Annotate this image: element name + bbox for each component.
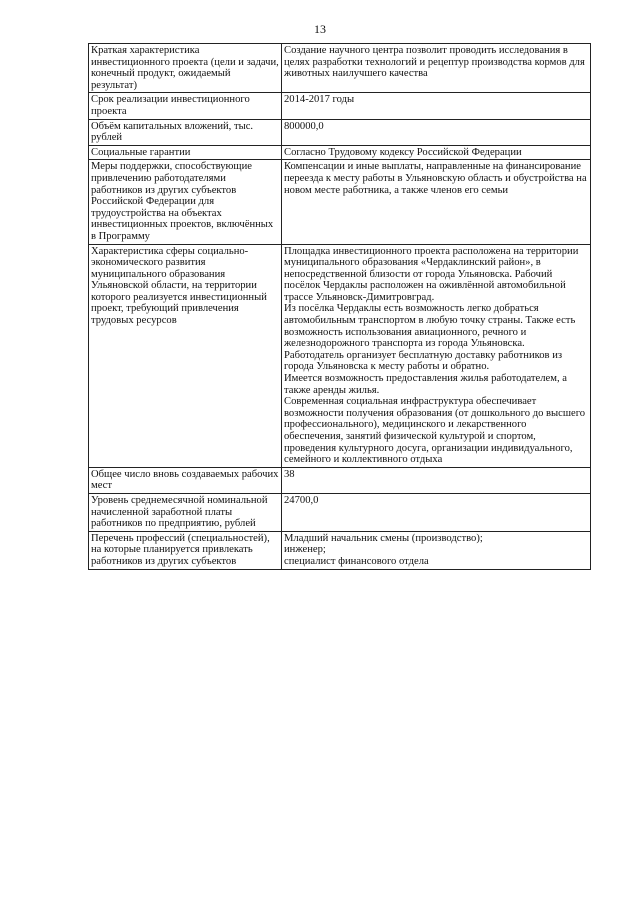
row-label: Меры поддержки, способствующие привлечению работодателями работников из других субъектов Российской Федерации для трудоустройства на объектах инвестиционных проектов, включённых в Программу xyxy=(89,160,282,244)
value-paragraph: Компенсации и иные выплаты, направленные на финансирование переезда к месту работы в Ульяновскую область и обустройства на новом месте работника, а также членов его семьи xyxy=(284,161,587,196)
table-row xyxy=(89,44,591,93)
value-paragraph: Создание научного центра позволит проводить исследования в целях разработки технологий и рецептур производства кормов для животных наилучшего качества xyxy=(284,45,585,80)
row-label: Срок реализации инвестиционного проекта xyxy=(89,93,282,119)
value-paragraph: 24700,0 xyxy=(284,494,319,506)
row-label: Перечень профессий (специальностей), на которые планируется привлекать работников из других субъектов xyxy=(89,531,282,569)
row-value xyxy=(282,244,591,467)
value-paragraph: Имеется возможность предоставления жилья работодателем, а также аренды жилья. xyxy=(284,373,567,396)
table-row xyxy=(89,493,591,531)
table-row xyxy=(89,467,591,493)
value-paragraph: специалист финансового отдела xyxy=(284,555,429,567)
row-value xyxy=(282,160,591,244)
row-value xyxy=(282,93,591,119)
table-row xyxy=(89,119,591,145)
row-value xyxy=(282,467,591,493)
table-row xyxy=(89,160,591,244)
page-number: 13 xyxy=(314,22,326,36)
row-label: Общее число вновь создаваемых рабочих мест xyxy=(89,467,282,493)
row-value xyxy=(282,44,591,93)
value-paragraph: Согласно Трудовому кодексу Российской Федерации xyxy=(284,146,522,158)
row-label: Объём капитальных вложений, тыс. рублей xyxy=(89,119,282,145)
value-paragraph: Площадка инвестиционного проекта расположена на территории муниципального образования «Чердаклинский район», в непосредственной близости от города Ульяновска. Рабочий посёлок Чердаклы расположен на оживлённой автомобильной трассе Ульяновск-Димитровград. xyxy=(284,245,579,303)
table-row xyxy=(89,93,591,119)
value-paragraph: 38 xyxy=(284,468,295,480)
value-paragraph: Младший начальник смены (производство); xyxy=(284,532,483,544)
value-paragraph: Работодатель организует бесплатную доставку работников из города Ульяновска к месту работы и обратно. xyxy=(284,349,563,373)
table-row xyxy=(89,145,591,160)
row-label: Уровень среднемесячной номинальной начисленной заработной платы работников по предприятию, рублей xyxy=(89,493,282,531)
value-paragraph: 800000,0 xyxy=(284,120,324,132)
value-paragraph: инженер; xyxy=(284,544,326,556)
row-value xyxy=(282,145,591,160)
value-paragraph: 2014-2017 годы xyxy=(284,94,355,106)
row-value xyxy=(282,119,591,145)
row-label: Краткая характеристика инвестиционного проекта (цели и задачи, конечный продукт, ожидаемый результат) xyxy=(89,44,282,93)
project-info-table xyxy=(88,43,591,570)
value-paragraph: Современная социальная инфраструктура обеспечивает возможности получения образования (от дошкольного до высшего профессионального), медицинского и лекарственного обеспечения, занятий физической культурой и спортом, проведения культурного досуга, организации индивидуального, семейного и коллективного отдыха xyxy=(284,396,586,466)
table-row xyxy=(89,531,591,569)
row-value xyxy=(282,531,591,569)
value-paragraph: Из посёлка Чердаклы есть возможность легко добраться автомобильным транспортом в любую точку страны. Также есть возможность использования авиационного, речного и железнодорожного транспорта из города Ульяновска. xyxy=(284,303,576,350)
row-label: Характеристика сферы социально-экономического развития муниципального образования Ульяновской области, на территории которого реализуется инвестиционный проект, требующий привлечения трудовых ресурсов xyxy=(89,244,282,467)
row-value xyxy=(282,493,591,531)
row-label: Социальные гарантии xyxy=(89,145,282,160)
table-row xyxy=(89,244,591,467)
